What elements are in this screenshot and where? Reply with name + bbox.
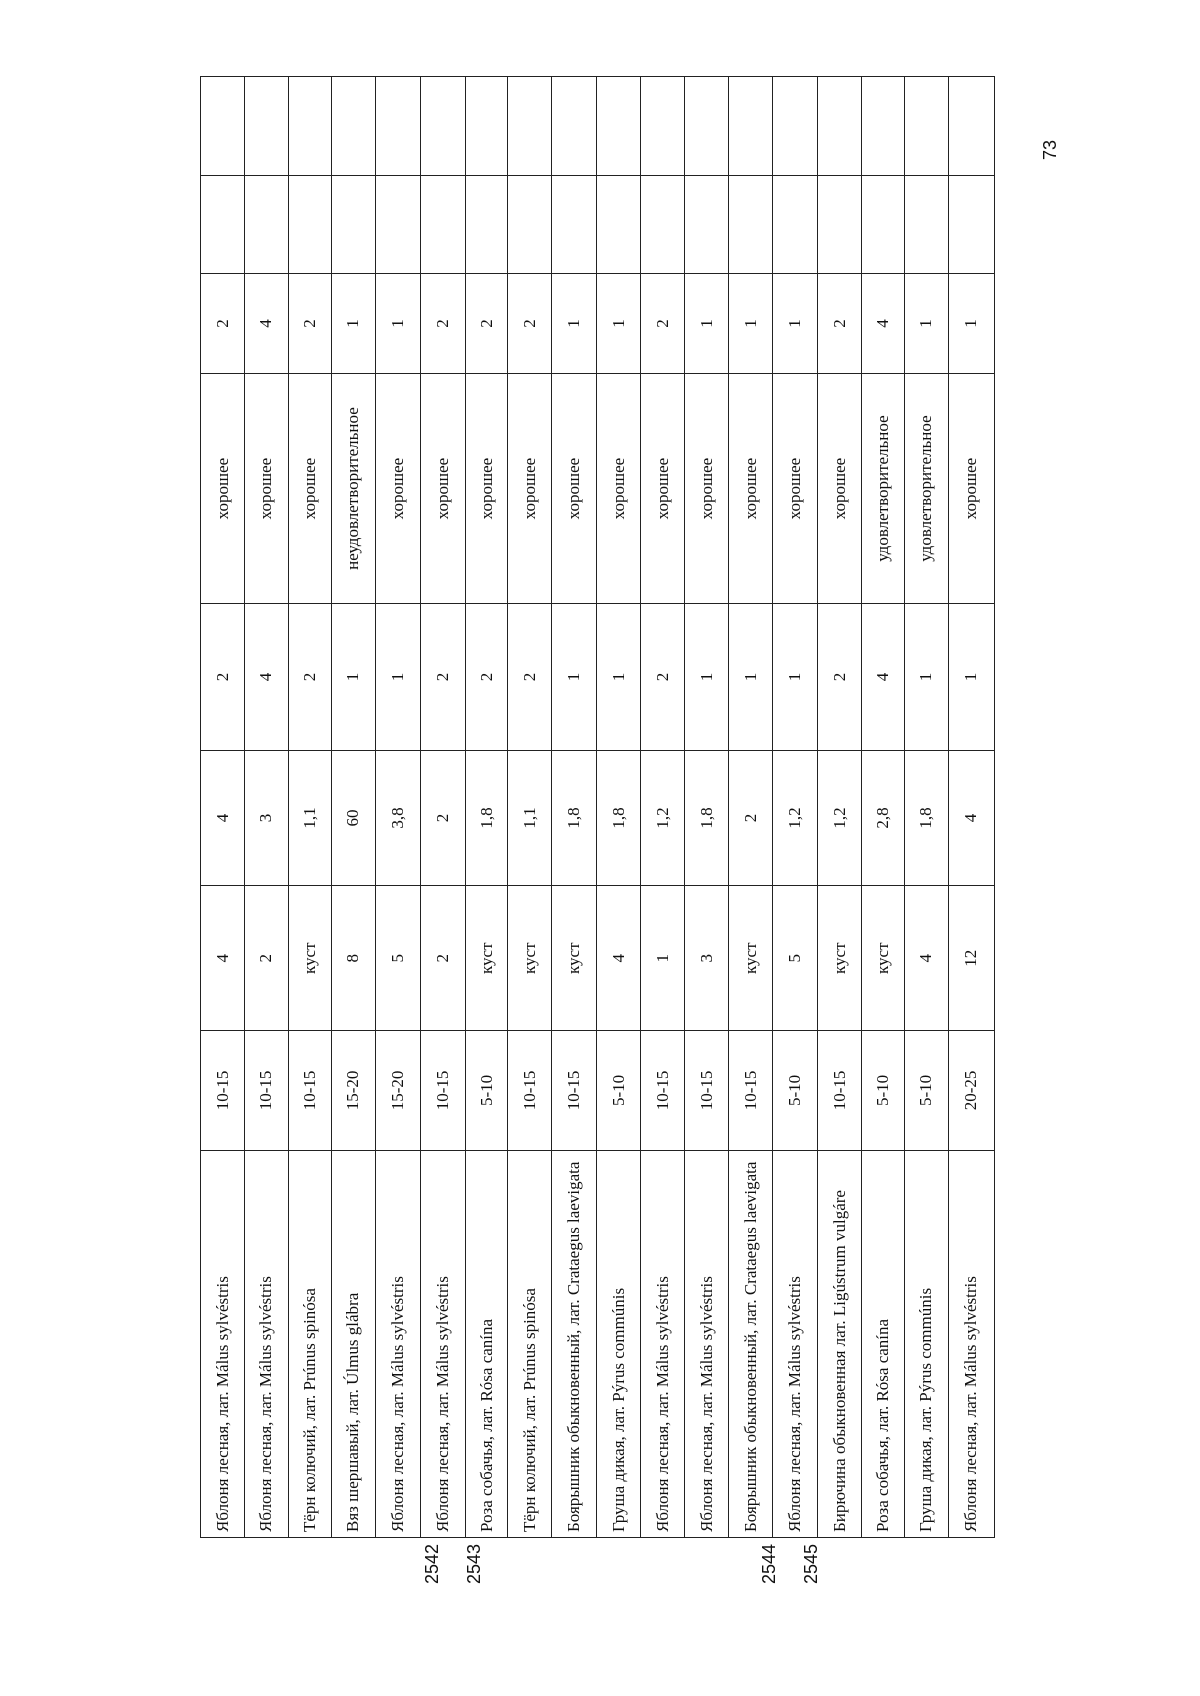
species-name-cell: Тёрн колючий, лат. Prúnus spinósa bbox=[508, 1150, 552, 1537]
species-name-cell: Роза собачья, лат. Rósa canína bbox=[465, 1150, 508, 1537]
table-row bbox=[244, 77, 288, 1538]
condition-cell: хорошее bbox=[729, 373, 773, 604]
count-cell: 1 bbox=[375, 604, 420, 750]
row-id-column bbox=[200, 1540, 995, 1610]
table-row bbox=[201, 77, 245, 1538]
table-row bbox=[508, 77, 552, 1538]
species-name-cell: Яблоня лесная, лат. Málus sylvéstris bbox=[685, 1150, 729, 1537]
species-name-cell: Груша дикая, лат. Pýrus commúnis bbox=[597, 1150, 641, 1537]
species-name-cell: Яблоня лесная, лат. Málus sylvéstris bbox=[948, 1150, 994, 1537]
condition-cell: хорошее bbox=[552, 373, 597, 604]
table-row bbox=[641, 77, 685, 1538]
row-id-label: 2543 bbox=[463, 1544, 484, 1585]
row-id-label: 2542 bbox=[421, 1544, 442, 1585]
count-cell: 2 bbox=[201, 604, 245, 750]
empty-cell bbox=[508, 176, 552, 274]
diameter-cell: куст bbox=[508, 886, 552, 1031]
condition-cell: хорошее bbox=[375, 373, 420, 604]
count-cell: 2 bbox=[420, 604, 465, 750]
table-row bbox=[948, 77, 994, 1538]
quantity-cell: 2 bbox=[508, 274, 552, 373]
diameter-cell: куст bbox=[818, 886, 862, 1031]
diameter-cell: куст bbox=[729, 886, 773, 1031]
height-cell: 4 bbox=[948, 750, 994, 886]
empty-cell bbox=[375, 176, 420, 274]
age-cell: 10-15 bbox=[508, 1031, 552, 1151]
diameter-cell: 2 bbox=[244, 886, 288, 1031]
empty-cell bbox=[641, 77, 685, 176]
age-cell: 10-15 bbox=[818, 1031, 862, 1151]
table-row bbox=[552, 77, 597, 1538]
count-cell: 1 bbox=[904, 604, 948, 750]
count-cell: 4 bbox=[244, 604, 288, 750]
count-cell: 2 bbox=[641, 604, 685, 750]
quantity-cell: 1 bbox=[773, 274, 818, 373]
diameter-cell: куст bbox=[861, 886, 904, 1031]
quantity-cell: 1 bbox=[597, 274, 641, 373]
empty-cell bbox=[331, 77, 375, 176]
quantity-cell: 2 bbox=[641, 274, 685, 373]
age-cell: 10-15 bbox=[288, 1031, 331, 1151]
age-cell: 15-20 bbox=[375, 1031, 420, 1151]
condition-cell: хорошее bbox=[465, 373, 508, 604]
empty-cell bbox=[420, 176, 465, 274]
age-cell: 10-15 bbox=[552, 1031, 597, 1151]
empty-cell bbox=[904, 77, 948, 176]
condition-cell: хорошее bbox=[818, 373, 862, 604]
empty-cell bbox=[773, 176, 818, 274]
species-name-cell: Яблоня лесная, лат. Málus sylvéstris bbox=[244, 1150, 288, 1537]
empty-cell bbox=[685, 77, 729, 176]
empty-cell bbox=[729, 176, 773, 274]
count-cell: 2 bbox=[465, 604, 508, 750]
height-cell: 4 bbox=[201, 750, 245, 886]
height-cell: 1,8 bbox=[904, 750, 948, 886]
species-name-cell: Бирючина обыкновенная лат. Ligústrum vulgáre bbox=[818, 1150, 862, 1537]
count-cell: 1 bbox=[685, 604, 729, 750]
height-cell: 1,1 bbox=[508, 750, 552, 886]
empty-cell bbox=[288, 176, 331, 274]
height-cell: 1,2 bbox=[818, 750, 862, 886]
count-cell: 1 bbox=[552, 604, 597, 750]
empty-cell bbox=[201, 77, 245, 176]
age-cell: 5-10 bbox=[904, 1031, 948, 1151]
diameter-cell: 5 bbox=[773, 886, 818, 1031]
condition-cell: хорошее bbox=[948, 373, 994, 604]
quantity-cell: 2 bbox=[288, 274, 331, 373]
count-cell: 1 bbox=[773, 604, 818, 750]
diameter-cell: 8 bbox=[331, 886, 375, 1031]
condition-cell: удовлетворительное bbox=[861, 373, 904, 604]
table-row bbox=[904, 77, 948, 1538]
row-id-label: 2544 bbox=[758, 1544, 779, 1585]
age-cell: 5-10 bbox=[861, 1031, 904, 1151]
empty-cell bbox=[508, 77, 552, 176]
age-cell: 5-10 bbox=[597, 1031, 641, 1151]
condition-cell: хорошее bbox=[773, 373, 818, 604]
species-name-cell: Боярышник обыкновенный, лат. Crataegus laevigata bbox=[552, 1150, 597, 1537]
empty-cell bbox=[375, 77, 420, 176]
age-cell: 15-20 bbox=[331, 1031, 375, 1151]
count-cell: 1 bbox=[597, 604, 641, 750]
empty-cell bbox=[465, 77, 508, 176]
species-name-cell: Груша дикая, лат. Pýrus commúnis bbox=[904, 1150, 948, 1537]
condition-cell: хорошее bbox=[244, 373, 288, 604]
count-cell: 4 bbox=[861, 604, 904, 750]
row-id-label: 2545 bbox=[801, 1544, 821, 1585]
species-name-cell: Яблоня лесная, лат. Málus sylvéstris bbox=[641, 1150, 685, 1537]
diameter-cell: 3 bbox=[685, 886, 729, 1031]
diameter-cell: 4 bbox=[904, 886, 948, 1031]
count-cell: 1 bbox=[331, 604, 375, 750]
species-name-cell: Яблоня лесная, лат. Málus sylvéstris bbox=[773, 1150, 818, 1537]
table-row bbox=[375, 77, 420, 1538]
empty-cell bbox=[597, 77, 641, 176]
age-cell: 20-25 bbox=[948, 1031, 994, 1151]
quantity-cell: 1 bbox=[375, 274, 420, 373]
table-row bbox=[331, 77, 375, 1538]
empty-cell bbox=[244, 77, 288, 176]
table-row bbox=[288, 77, 331, 1538]
quantity-cell: 2 bbox=[465, 274, 508, 373]
count-cell: 1 bbox=[729, 604, 773, 750]
quantity-cell: 4 bbox=[244, 274, 288, 373]
species-name-cell: Боярышник обыкновенный, лат. Crataegus laevigata bbox=[729, 1150, 773, 1537]
species-name-cell: Вяз шершавый, лат. Úlmus glábra bbox=[331, 1150, 375, 1537]
empty-cell bbox=[948, 176, 994, 274]
quantity-cell: 2 bbox=[201, 274, 245, 373]
quantity-cell: 1 bbox=[685, 274, 729, 373]
condition-cell: хорошее bbox=[288, 373, 331, 604]
age-cell: 5-10 bbox=[465, 1031, 508, 1151]
diameter-cell: 1 bbox=[641, 886, 685, 1031]
count-cell: 1 bbox=[948, 604, 994, 750]
quantity-cell: 1 bbox=[904, 274, 948, 373]
empty-cell bbox=[465, 176, 508, 274]
trees-table bbox=[200, 76, 995, 1538]
table-row bbox=[729, 77, 773, 1538]
age-cell: 5-10 bbox=[773, 1031, 818, 1151]
empty-cell bbox=[818, 77, 862, 176]
quantity-cell: 1 bbox=[331, 274, 375, 373]
age-cell: 10-15 bbox=[201, 1031, 245, 1151]
diameter-cell: 4 bbox=[201, 886, 245, 1031]
height-cell: 1,8 bbox=[597, 750, 641, 886]
condition-cell: неудовлетворительное bbox=[331, 373, 375, 604]
condition-cell: хорошее bbox=[597, 373, 641, 604]
height-cell: 1,8 bbox=[552, 750, 597, 886]
empty-cell bbox=[818, 176, 862, 274]
species-name-cell: Яблоня лесная, лат. Málus sylvéstris bbox=[201, 1150, 245, 1537]
diameter-cell: 2 bbox=[420, 886, 465, 1031]
quantity-cell: 4 bbox=[861, 274, 904, 373]
empty-cell bbox=[641, 176, 685, 274]
age-cell: 10-15 bbox=[420, 1031, 465, 1151]
empty-cell bbox=[685, 176, 729, 274]
empty-cell bbox=[201, 176, 245, 274]
condition-cell: хорошее bbox=[641, 373, 685, 604]
count-cell: 2 bbox=[818, 604, 862, 750]
quantity-cell: 1 bbox=[948, 274, 994, 373]
condition-cell: хорошее bbox=[201, 373, 245, 604]
diameter-cell: 12 bbox=[948, 886, 994, 1031]
empty-cell bbox=[729, 77, 773, 176]
page-number: 73 bbox=[1040, 139, 1060, 160]
count-cell: 2 bbox=[508, 604, 552, 750]
age-cell: 10-15 bbox=[685, 1031, 729, 1151]
quantity-cell: 2 bbox=[420, 274, 465, 373]
empty-cell bbox=[904, 176, 948, 274]
empty-cell bbox=[288, 77, 331, 176]
height-cell: 2 bbox=[420, 750, 465, 886]
empty-cell bbox=[552, 176, 597, 274]
empty-cell bbox=[420, 77, 465, 176]
empty-cell bbox=[552, 77, 597, 176]
height-cell: 2,8 bbox=[861, 750, 904, 886]
height-cell: 60 bbox=[331, 750, 375, 886]
table-row bbox=[818, 77, 862, 1538]
empty-cell bbox=[331, 176, 375, 274]
rotated-page bbox=[80, 75, 1080, 1610]
quantity-cell: 2 bbox=[818, 274, 862, 373]
diameter-cell: куст bbox=[465, 886, 508, 1031]
species-name-cell: Роза собачья, лат. Rósa canína bbox=[861, 1150, 904, 1537]
table-row bbox=[420, 77, 465, 1538]
empty-cell bbox=[948, 77, 994, 176]
height-cell: 1,2 bbox=[641, 750, 685, 886]
condition-cell: хорошее bbox=[508, 373, 552, 604]
diameter-cell: куст bbox=[552, 886, 597, 1031]
table-row bbox=[465, 77, 508, 1538]
condition-cell: хорошее bbox=[685, 373, 729, 604]
condition-cell: хорошее bbox=[420, 373, 465, 604]
empty-cell bbox=[861, 176, 904, 274]
height-cell: 1,8 bbox=[685, 750, 729, 886]
quantity-cell: 1 bbox=[729, 274, 773, 373]
quantity-cell: 1 bbox=[552, 274, 597, 373]
species-name-cell: Яблоня лесная, лат. Málus sylvéstris bbox=[375, 1150, 420, 1537]
empty-cell bbox=[861, 77, 904, 176]
empty-cell bbox=[244, 176, 288, 274]
species-name-cell: Яблоня лесная, лат. Málus sylvéstris bbox=[420, 1150, 465, 1537]
table-row bbox=[597, 77, 641, 1538]
height-cell: 2 bbox=[729, 750, 773, 886]
diameter-cell: 5 bbox=[375, 886, 420, 1031]
age-cell: 10-15 bbox=[641, 1031, 685, 1151]
count-cell: 2 bbox=[288, 604, 331, 750]
table-row bbox=[685, 77, 729, 1538]
empty-cell bbox=[773, 77, 818, 176]
species-name-cell: Тёрн колючий, лат. Prúnus spinósa bbox=[288, 1150, 331, 1537]
diameter-cell: 4 bbox=[597, 886, 641, 1031]
condition-cell: удовлетворительное bbox=[904, 373, 948, 604]
table-row bbox=[861, 77, 904, 1538]
age-cell: 10-15 bbox=[244, 1031, 288, 1151]
table-row bbox=[773, 77, 818, 1538]
diameter-cell: куст bbox=[288, 886, 331, 1031]
empty-cell bbox=[597, 176, 641, 274]
height-cell: 3 bbox=[244, 750, 288, 886]
height-cell: 3,8 bbox=[375, 750, 420, 886]
height-cell: 1,2 bbox=[773, 750, 818, 886]
height-cell: 1,8 bbox=[465, 750, 508, 886]
age-cell: 10-15 bbox=[729, 1031, 773, 1151]
height-cell: 1,1 bbox=[288, 750, 331, 886]
